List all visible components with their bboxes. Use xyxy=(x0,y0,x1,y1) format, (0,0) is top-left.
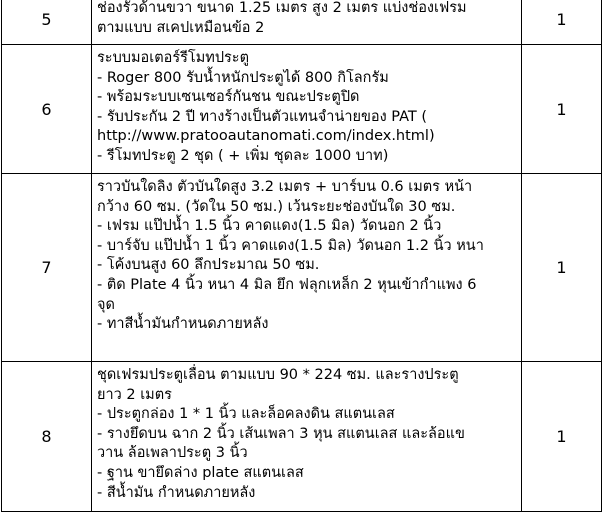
description-line: กว้าง 60 ซม. (วัดใน 50 ซม.) เว้นระยะช่องบันใด 30 ซม. xyxy=(97,198,456,215)
item-quantity-cell: 1 xyxy=(522,0,602,45)
description-line: ตามแบบ สเคปเหมือนข้อ 2 xyxy=(97,19,265,36)
description-line: - โค้งบนสูง 60 ลึกประมาณ 50 ซม. xyxy=(97,257,320,274)
item-description-cell xyxy=(92,45,522,174)
item-quantity-cell: 1 xyxy=(522,174,602,362)
description-line: - ประตูกล่อง 1 * 1 นิ้ว และล็อคลงดิน สแตนเลส xyxy=(97,406,395,423)
description-line: - พร้อมระบบเซนเซอร์กันชน ขณะประตูปิด xyxy=(97,89,360,106)
description-line: - รับประกัน 2 ปี ทางร้างเป็นตัวแทนจำน่ายของ PAT ( xyxy=(97,108,428,125)
description-line: วาน ล้อเพลาประตู 3 นิ้ว xyxy=(97,445,248,462)
description-line: ราวบันใดลิง ตัวบันใดสูง 3.2 เมตร + บาร์บน 0.6 เมตร หน้า xyxy=(97,179,473,195)
description-line: ยาว 2 เมตร xyxy=(97,386,172,403)
description-line: - สีน้ำมัน กำหนดภายหลัง xyxy=(97,484,256,501)
table-row xyxy=(2,174,602,362)
item-number-cell: 5 xyxy=(2,0,92,45)
item-description-cell xyxy=(92,174,522,362)
item-quantity-cell: 1 xyxy=(522,45,602,174)
description-line: - รีโมทประตู 2 ชุด ( + เพิ่ม ชุดละ 1000 บาท) xyxy=(97,147,389,164)
item-number-cell: 8 xyxy=(2,362,92,512)
description-line: - เฟรม แป๊ปน้ำ 1.5 นิ้ว คาดแดง(1.5 มิล) วัดนอก 2 นิ้ว xyxy=(97,218,442,235)
description-line: - Roger 800 รับน้ำหนักประตูได้ 800 กิโลกรัม xyxy=(97,69,389,86)
description-line: - บาร์จับ แป๊ปน้ำ 1 นิ้ว คาดแดง(1.5 มิล) วัดนอก 1.2 นิ้ว หนา xyxy=(97,237,484,254)
table-row xyxy=(2,45,602,174)
table-row xyxy=(2,0,602,45)
specification-table xyxy=(1,0,602,512)
description-line: จุด xyxy=(97,296,115,313)
item-description-cell xyxy=(92,0,522,45)
table-row xyxy=(2,362,602,512)
description-line: ชุดเฟรมประตูเลื่อน ตามแบบ 90 * 224 ซม. และรางประตู xyxy=(97,367,459,383)
description-line: - ติด Plate 4 นิ้ว หนา 4 มิล ยึก ฟลุกเหล็ก 2 หุนเข้ากำแพง 6 xyxy=(97,276,477,293)
description-line: - ทาสีน้ำมันกำหนดภายหลัง xyxy=(97,316,269,333)
description-line: ช่องรั้วด้านขวา ขนาด 1.25 เมตร สูง 2 เมตร แบ่งช่องเฟรม xyxy=(97,0,467,16)
item-quantity-cell: 1 xyxy=(522,362,602,512)
description-line: - ฐาน ขายึดล่าง plate สแตนเลส xyxy=(97,464,304,481)
description-line: ระบบมอเตอร์รีโมทประตู xyxy=(97,50,250,66)
item-number-cell: 6 xyxy=(2,45,92,174)
item-description-cell xyxy=(92,362,522,512)
description-line: - รางยึดบน ฉาก 2 นิ้ว เส้นเพลา 3 หุน สแตนเลส และล้อแข xyxy=(97,425,465,442)
item-number-cell: 7 xyxy=(2,174,92,362)
description-line: http://www.pratooautanomati.com/index.html) xyxy=(97,128,435,145)
